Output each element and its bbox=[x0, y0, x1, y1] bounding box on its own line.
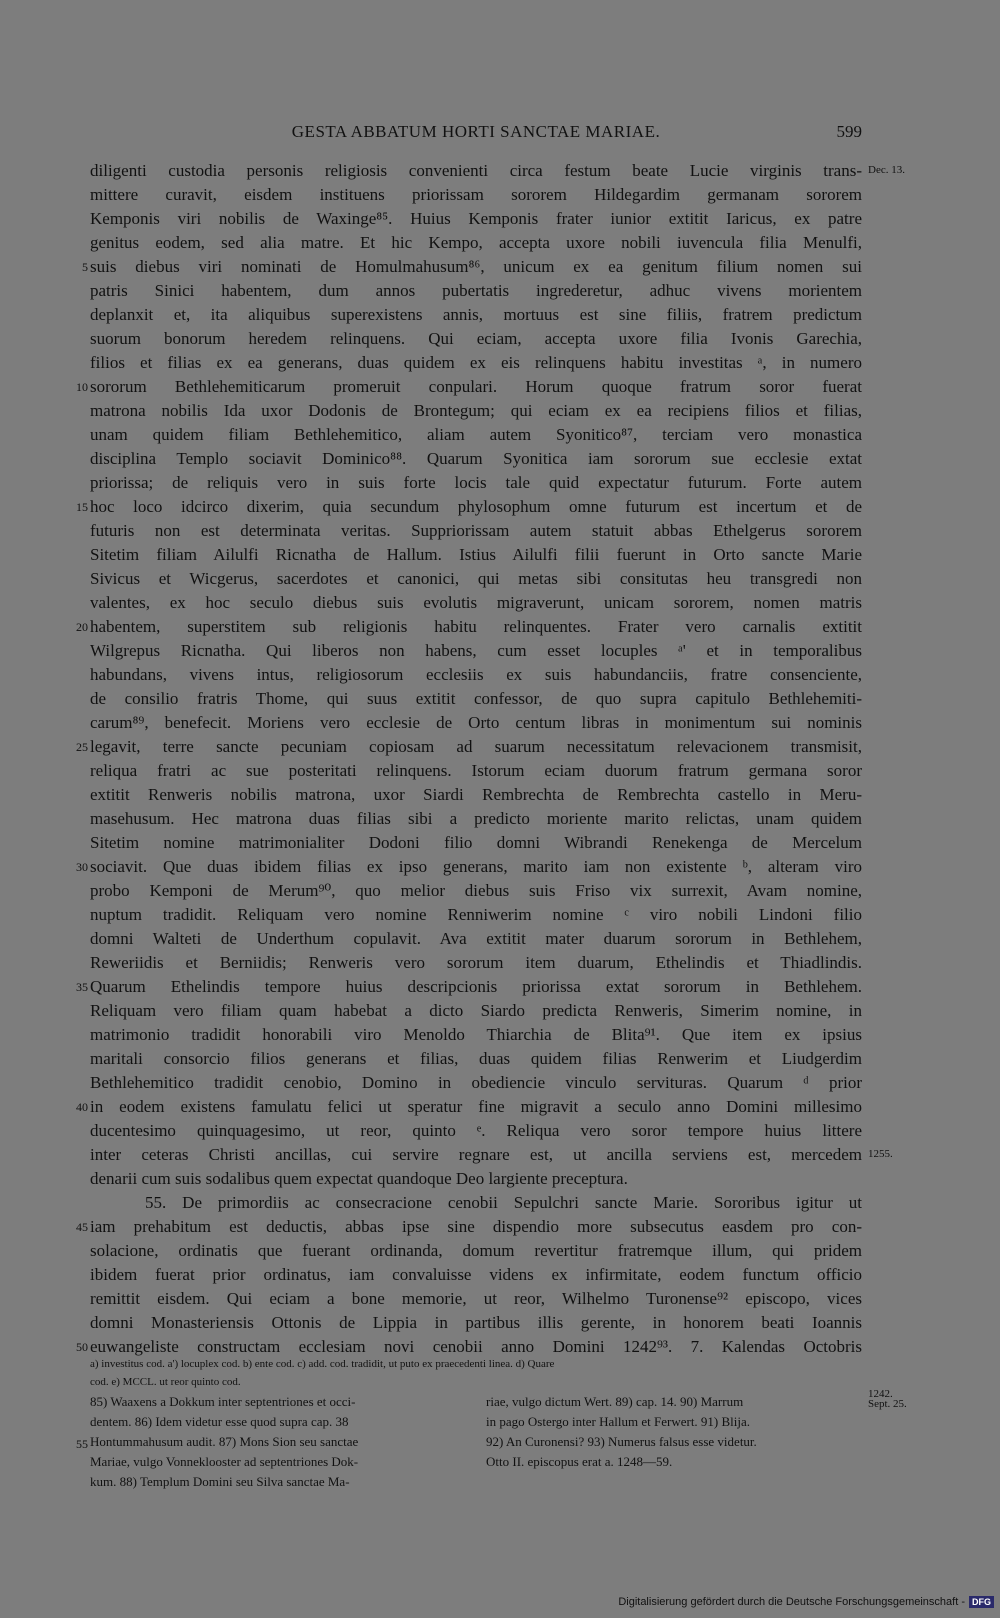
text-line: 55. De primordiis ac consecracione cenobii Sepulchri sancte Marie. Sororibus igitur ut bbox=[145, 1193, 862, 1212]
line-number: 5 bbox=[82, 260, 88, 274]
footnotes-right-column bbox=[486, 1392, 862, 1472]
text-line: sociavit. Que duas ibidem filias ex ipso generans, marito iam non existente ᵇ, alteram viro bbox=[90, 857, 862, 876]
text-line: solacione, ordinatis que fuerant ordinanda, domum revertitur fratremque illum, qui pridem bbox=[90, 1241, 862, 1260]
text-line: ibidem fuerat prior ordinatus, iam convaluisse videns ex infirmitate, eodem functum officio bbox=[90, 1265, 862, 1284]
text-line: filios et filias ex ea generans, duas quidem ex eis relinquens habitu investitas ᵃ, in numero bbox=[90, 353, 862, 372]
margin-date-note: Dec. 13. bbox=[868, 164, 905, 176]
text-line: deplanxit et, ita aliquibus superexistens annis, mortuus est sine filiis, fratrem predictum bbox=[90, 305, 862, 324]
page-title: GESTA ABBATUM HORTI SANCTAE MARIAE. bbox=[291, 122, 661, 141]
running-header bbox=[90, 122, 862, 144]
text-line: suis diebus viri nominati de Homulmahusum⁸⁶, unicum ex ea genitum filium nomen sui bbox=[90, 257, 862, 276]
text-line: habundans, vivens intus, religiosorum ecclesiis ex suis habundanciis, fratre consenciente, bbox=[90, 665, 862, 684]
line-number: 35 bbox=[76, 980, 88, 994]
text-line: suorum bonorum heredem relinquens. Qui eciam, accepta uxore filia Ivonis Garechia, bbox=[90, 329, 862, 348]
text-line: Sitetim filiam Ailulfi Ricnatha de Hallum. Istius Ailulfi filii fuerunt in Orto sancte Marie bbox=[90, 545, 862, 564]
text-line: matrimonio tradidit honorabili viro Menoldo Thiarchia de Blita⁹¹. Que item ex ipsius bbox=[90, 1025, 862, 1044]
line-number: 50 bbox=[76, 1340, 88, 1354]
text-line: Sitetim nomine matrimonialiter Dodoni filio domni Wibrandi Renekenga de Mercelum bbox=[90, 833, 862, 852]
text-line: unam quidem filiam Bethlehemitico, aliam autem Syonitico⁸⁷, terciam vero monastica bbox=[90, 425, 862, 444]
text-line: euwangeliste constructam ecclesiam novi cenobii anno Domini 1242⁹³. 7. Kalendas Octobris bbox=[90, 1337, 862, 1356]
text-line: mittere curavit, eisdem instituens priorissam sororem Hildegardim germanam sororem bbox=[90, 185, 862, 204]
text-line: de consilio fratris Thome, qui suus extitit confessor, de quo supra capitulo Bethlehemiti- bbox=[90, 689, 862, 708]
text-line: valentes, ex hoc seculo diebus suis evolutis migraverunt, unicam sororem, nomen matris bbox=[90, 593, 862, 612]
text-line: futuris non est determinata veritas. Suppriorissam autem statuit abbas Ethelgerus sororem bbox=[90, 521, 862, 540]
margin-date-note: 1255. bbox=[868, 1148, 893, 1160]
line-number: 10 bbox=[76, 380, 88, 394]
text-line: Quarum Ethelindis tempore huius descripcionis priorissa extat sororum in Bethlehem. bbox=[90, 977, 862, 996]
funding-credit bbox=[618, 1594, 994, 1610]
text-line: nuptum tradidit. Reliquam vero nomine Renniwerim nomine ᶜ viro nobili Lindoni filio bbox=[90, 905, 862, 924]
text-line: disciplina Templo sociavit Dominico⁸⁸. Quarum Syonitica iam sororum sue ecclesie extat bbox=[90, 449, 862, 468]
critical-note: cod. e) MCCL. ut reor quinto cod. bbox=[90, 1376, 241, 1388]
line-number: 45 bbox=[76, 1220, 88, 1234]
footnote-line: kum. 88) Templum Domini seu Silva sanctae Ma- bbox=[90, 1474, 350, 1489]
margin-date-note: 1242. bbox=[868, 1388, 893, 1400]
text-line: reliqua fratri ac sue posteritati relinquens. Istorum eciam duorum fratrum germana soror bbox=[90, 761, 862, 780]
footnote-line: 85) Waaxens a Dokkum inter septentriones et occi- bbox=[90, 1394, 356, 1409]
footnotes-left-column bbox=[90, 1392, 470, 1492]
text-line: Kemponis viri nobilis de Waxinge⁸⁵. Huius Kemponis frater iunior extitit Iaricus, ex patre bbox=[90, 209, 862, 228]
text-line: patris Sinici habentem, dum annos pubertatis ingrederetur, adhuc vivens morientem bbox=[90, 281, 862, 300]
footnote-line: riae, vulgo dictum Wert. 89) cap. 14. 90) Marrum bbox=[486, 1394, 744, 1409]
text-line: diligenti custodia personis religiosis convenienti circa festum beate Lucie virginis trans- bbox=[90, 161, 862, 180]
line-number: 40 bbox=[76, 1100, 88, 1114]
footnote-line: 92) An Curonensi? 93) Numerus falsus esse videtur. bbox=[486, 1434, 757, 1449]
line-number: 25 bbox=[76, 740, 88, 754]
critical-note: a) investitus cod. a') locuplex cod. b) ente cod. c) add. cod. tradidit, ut puto ex praecedenti linea. d) Quare bbox=[90, 1358, 555, 1370]
text-line: domni Monasteriensis Ottonis de Lippia in partibus illis gerente, in honorem beati Ioannis bbox=[90, 1313, 862, 1332]
text-line: Wilgrepus Ricnatha. Qui liberos non habens, cum esset locuples ᵃ' et in temporalibus bbox=[90, 641, 862, 660]
text-line: iam prehabitum est deductis, abbas ipse sine dispendio more subsecutus easdem pro con- bbox=[90, 1217, 862, 1236]
text-line: ducentesimo quinquagesimo, ut reor, quinto ᵉ. Reliqua vero soror tempore huius littere bbox=[90, 1121, 862, 1140]
text-line: probo Kemponi de Merum⁹⁰, quo melior diebus suis Friso vix surrexit, Avam nomine, bbox=[90, 881, 862, 900]
critical-apparatus bbox=[90, 1355, 862, 1391]
footnote-line: Hontummahusum audit. 87) Mons Sion seu sanctae bbox=[90, 1434, 359, 1449]
text-line: hoc loco idcirco dixerim, quia secundum phylosophum omne futurum est incertum et de bbox=[90, 497, 862, 516]
text-line: sororum Bethlehemiticarum promeruit conpulari. Horum quoque fratrum soror fuerat bbox=[90, 377, 862, 396]
footnote-line: dentem. 86) Idem videtur esse quod supra cap. 38 bbox=[90, 1414, 349, 1429]
footnote-line: Mariae, vulgo Vonneklooster ad septentriones Dok- bbox=[90, 1454, 359, 1469]
text-line: in eodem existens famulatu felici ut speratur fine migravit a seculo anno Domini millesimo bbox=[90, 1097, 862, 1116]
footnote-line: in pago Ostergo inter Hallum et Ferwert. 91) Blija. bbox=[486, 1414, 751, 1429]
text-line: Bethlehemitico tradidit cenobio, Domino in obediencie vinculo servituras. Quarum ᵈ prior bbox=[90, 1073, 862, 1092]
text-line: domni Walteti de Underthum copulavit. Ava extitit mater duarum sororum in Bethlehem, bbox=[90, 929, 862, 948]
line-number: 20 bbox=[76, 620, 88, 634]
text-line: Reliquam vero filiam quam habebat a dicto Siardo predicta Renweris, Simerim nomine, in bbox=[90, 1001, 862, 1020]
text-line: legavit, terre sancte pecuniam copiosam ad suarum necessitatum relevacionem transmisit, bbox=[90, 737, 862, 756]
line-number: 15 bbox=[76, 500, 88, 514]
text-line: carum⁸⁹, benefecit. Moriens vero ecclesie de Orto centum libras in monimentum sui nominis bbox=[90, 713, 862, 732]
text-line: priorissa; de reliquis vero in suis forte locis tale quid expectatur futurum. Forte autem bbox=[90, 473, 862, 492]
text-line: denarii cum suis sodalibus quem expectat quandoque Deo largiente preceptura. bbox=[90, 1169, 628, 1188]
margin-date-note: Sept. 25. bbox=[868, 1398, 907, 1410]
line-number: 30 bbox=[76, 860, 88, 874]
text-line: maritali consorcio filios generans et filias, duas quidem filias Renwerim et Liudgerdim bbox=[90, 1049, 862, 1068]
text-line: masehusum. Hec matrona duas filias sibi a predicto moriente marito relictas, unam quidem bbox=[90, 809, 862, 828]
text-line: Reweriidis et Berniidis; Renweris vero sororum item duarum, Ethelindis et Thiadlindis. bbox=[90, 953, 862, 972]
footnote-line-number: 55 bbox=[76, 1437, 88, 1451]
footnote-line: Otto II. episcopus erat a. 1248—59. bbox=[486, 1454, 673, 1469]
text-line: extitit Renweris nobilis matrona, uxor Siardi Rembrechta de Rembrechta castello in Meru- bbox=[90, 785, 862, 804]
text-line: genitus eodem, sed alia matre. Et hic Kempo, accepta uxore nobili iuvencula filia Menulfi, bbox=[90, 233, 862, 252]
text-line: remittit eisdem. Qui eciam a bone memorie, ut reor, Wilhelmo Turonense⁹² episcopo, vices bbox=[90, 1289, 862, 1308]
page-number: 599 bbox=[836, 122, 862, 141]
text-line: matrona nobilis Ida uxor Dodonis de Brontegum; qui eciam ex ea recipiens filios et filias, bbox=[90, 401, 862, 420]
credit-text: Digitalisierung gefördert durch die Deutsche Forschungsgemeinschaft - bbox=[618, 1596, 965, 1608]
text-line: inter ceteras Christi ancillas, cui servire regnare est, ut ancilla serviens est, mercedem bbox=[90, 1145, 862, 1164]
dfg-logo: DFG bbox=[969, 1596, 994, 1608]
text-line: Sivicus et Wicgerus, sacerdotes et canonici, qui metas sibi consitutas heu transgredi non bbox=[90, 569, 862, 588]
text-line: habentem, superstitem sub religionis habitu relinquentes. Frater vero carnalis extitit bbox=[90, 617, 862, 636]
